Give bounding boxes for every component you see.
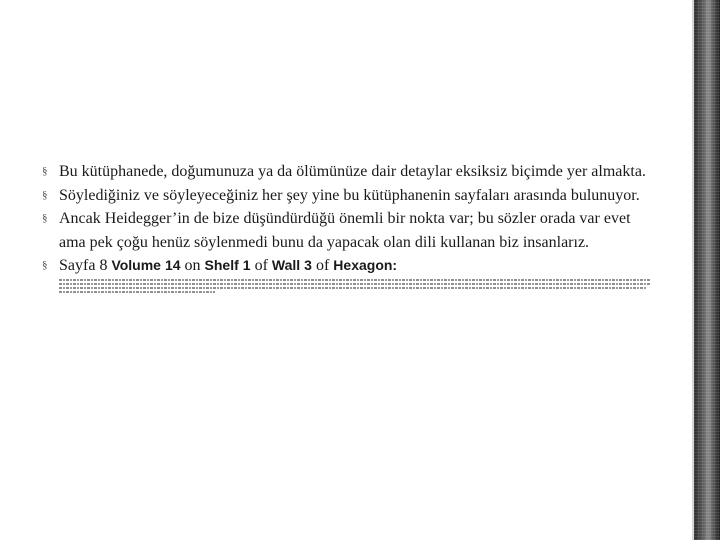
of-word: of [315, 257, 330, 274]
bullet-text: Bu kütüphanede, doğumunuza ya da ölümünüze dair detaylar eksiksiz biçimde yer almakta. [59, 163, 646, 180]
bullet-text: Ancak Heidegger’in de bize düşündürdüğü önemli bir nokta var; bu sözler orada var evet ama pek çoğu henüz söylenmedi bunu da yapacak olan dili kullanan biz insanlarız. [59, 210, 631, 251]
volume-number: 14 [164, 257, 181, 273]
bullet-list [42, 160, 654, 278]
tiny-text-line [59, 287, 647, 289]
bullet-icon: § [42, 165, 48, 177]
bullet-icon: § [42, 212, 48, 224]
bullet-icon: § [42, 188, 48, 201]
wall-label: Wall [271, 257, 301, 273]
tiny-text-line [59, 279, 651, 281]
hexagon-label: Hexagon: [333, 257, 398, 273]
tiny-text-line [59, 283, 651, 285]
on-word: on [184, 257, 201, 274]
bullet-text: Söylediğiniz ve söyleyeceğiniz her şey yine bu kütüphanenin sayfaları arasında bulunuyor. [59, 186, 640, 204]
of-word: of [254, 257, 268, 274]
volume-label: Volume [111, 257, 161, 273]
slide-content [42, 160, 654, 295]
tiny-text-line [59, 291, 215, 293]
bullet-icon: § [42, 259, 48, 271]
illegible-tiny-text-block [59, 279, 651, 295]
shelf-label: Shelf [204, 257, 239, 273]
shelf-number: 1 [242, 257, 251, 273]
bullet-item-everything-said [42, 184, 654, 208]
bullet-item-library-details [42, 160, 654, 184]
decorative-right-border [694, 0, 720, 540]
page-prefix: Sayfa [59, 257, 96, 274]
bullet-item-heidegger [42, 207, 654, 254]
bullet-item-location [42, 254, 654, 278]
page-number: 8 [99, 257, 108, 274]
wall-number: 3 [304, 257, 312, 273]
